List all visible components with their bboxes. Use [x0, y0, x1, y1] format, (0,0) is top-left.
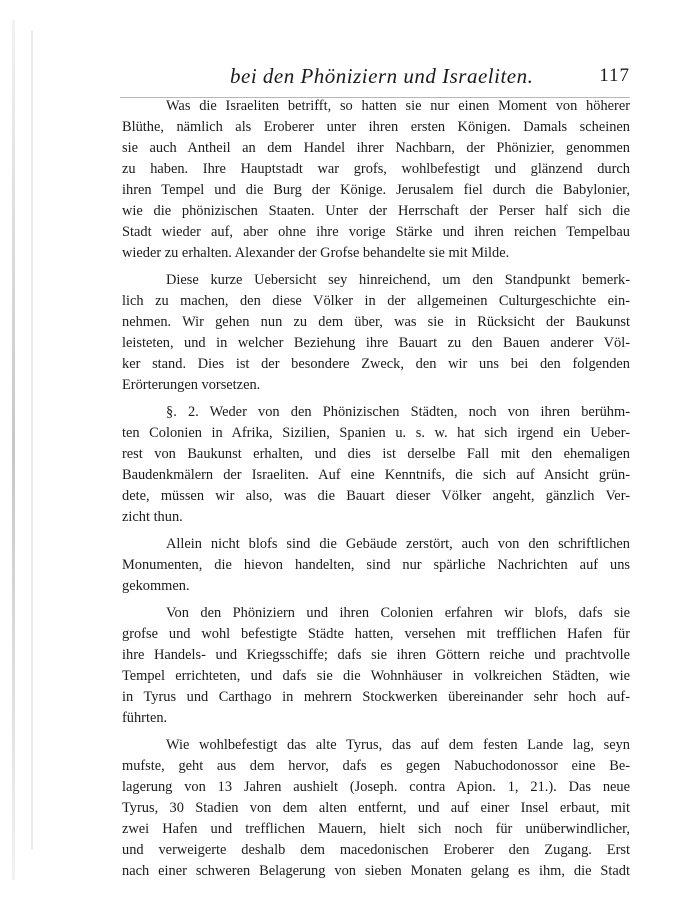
- text-line: Baudenkmälern der Israeliten. Auf eine Kenntnifs, die sich auf Ansicht grün-: [122, 467, 630, 483]
- text-line: lagerung von 13 Jahren aushielt (Joseph. contra Apion. 1, 21.). Das neue: [122, 779, 630, 795]
- text-line: zu haben. Ihre Hauptstadt war grofs, wohlbefestigt und glänzend durch: [122, 161, 630, 177]
- text-line: Monumenten, die hievon handelten, sind nur spärliche Nachrichten auf uns: [122, 557, 630, 573]
- text-line: ker stand. Dies ist der besondere Zweck, den wir uns bei den folgenden: [122, 356, 630, 372]
- paragraph-israeliten: [122, 96, 630, 264]
- scan-edge-shadow-inner: [31, 30, 33, 850]
- text-line: Tyrus, 30 Stadien von dem alten entfernt, und auf einer Insel erbaut, mit: [122, 800, 630, 816]
- text-line: mufste, geht aus dem hervor, dafs es gegen Nabuchodonossor eine Be-: [122, 758, 630, 774]
- text-line: und verweigerte deshalb dem macedonischen Eroberer den Zugang. Erst: [122, 842, 630, 858]
- text-line: in Tyrus und Carthago in mehrern Stockwerken übereinander sehr hoch auf-: [122, 689, 630, 705]
- text-line: Allein nicht blofs sind die Gebäude zerstört, auch von den schriftlichen: [166, 536, 630, 552]
- text-line: grofse und wohl befestigte Städte hatten, versehen mit trefflichen Hafen für: [122, 626, 630, 642]
- text-line: ten Colonien in Afrika, Sizilien, Spanien u. s. w. hat sich irgend ein Ueber-: [122, 425, 630, 441]
- text-line: nehmen. Wir gehen nun zu dem über, was sie in Rücksicht der Baukunst: [122, 314, 630, 330]
- text-line: Von den Phöniziern und ihren Colonien erfahren wir blofs, dafs sie: [166, 605, 630, 621]
- text-line: Wie wohlbefestigt das alte Tyrus, das auf dem festen Lande lag, seyn: [166, 737, 630, 753]
- text-line: Diese kurze Uebersicht sey hinreichend, um den Standpunkt bemerk-: [166, 272, 630, 288]
- page-header: [120, 58, 630, 98]
- paragraph-uebersicht: [122, 270, 630, 396]
- text-line: Was die Israeliten betrifft, so hatten sie nur einen Moment von höherer: [166, 98, 630, 114]
- text-line: §. 2. Weder von den Phönizischen Städten, noch von ihren berühm-: [166, 404, 630, 420]
- text-line: Tempel errichteten, und dafs sie die Wohnhäuser in volkreichen Städten, wie: [122, 668, 630, 684]
- text-line: Blüthe, nämlich als Eroberer unter ihren ersten Königen. Damals scheinen: [122, 119, 630, 135]
- text-line: nach einer schweren Belagerung von sieben Monaten gelang es ihm, die Stadt: [122, 863, 630, 879]
- text-line: führten.: [122, 710, 168, 726]
- text-line: wieder zu erhalten. Alexander der Grofse behandelte sie mit Milde.: [122, 245, 510, 261]
- text-line: Erörterungen vorsetzen.: [122, 377, 261, 393]
- text-line: dete, müssen wir also, was die Bauart dieser Völker angeht, gänzlich Ver-: [122, 488, 630, 504]
- text-line: leisteten, und in welcher Beziehung ihre Bauart zu den Bauen anderer Völ-: [122, 335, 630, 351]
- paragraph-gebaeude: [122, 534, 630, 597]
- running-head: bei den Phöniziern und Israeliten.: [230, 64, 534, 88]
- text-line: Stadt wieder auf, aber ohne ihre vorige Stärke und ihren reichen Tempelbau: [122, 224, 630, 240]
- text-line: ihren Tempel und die Burg der Könige. Jerusalem fiel durch die Babylonier,: [122, 182, 630, 198]
- paragraph-section-2: [122, 402, 630, 528]
- text-line: gekommen.: [122, 578, 190, 594]
- body-text: [122, 96, 630, 888]
- text-line: lich zu machen, den diese Völker in der allgemeinen Culturgeschichte ein-: [122, 293, 630, 309]
- text-line: sie auch Antheil an dem Handel ihrer Nachbarn, der Phönizier, genommen: [122, 140, 630, 156]
- text-line: rest von Baukunst erhalten, und dies ist derselbe Fall mit den ehemaligen: [122, 446, 630, 462]
- text-line: zicht thun.: [122, 509, 183, 525]
- paragraph-phoenizier: [122, 603, 630, 729]
- scan-edge-shadow: [12, 20, 15, 880]
- text-line: ihre Handels- und Kriegsschiffe; dafs sie ihren Göttern reiche und prachtvolle: [122, 647, 630, 663]
- text-line: zwei Hafen und trefflichen Mauern, hielt sich noch für unüberwindlicher,: [122, 821, 630, 837]
- text-line: wie die phönizischen Staaten. Unter der Herrschaft der Perser half sich die: [122, 203, 630, 219]
- paragraph-tyrus: [122, 735, 630, 882]
- page-number: 117: [599, 65, 630, 86]
